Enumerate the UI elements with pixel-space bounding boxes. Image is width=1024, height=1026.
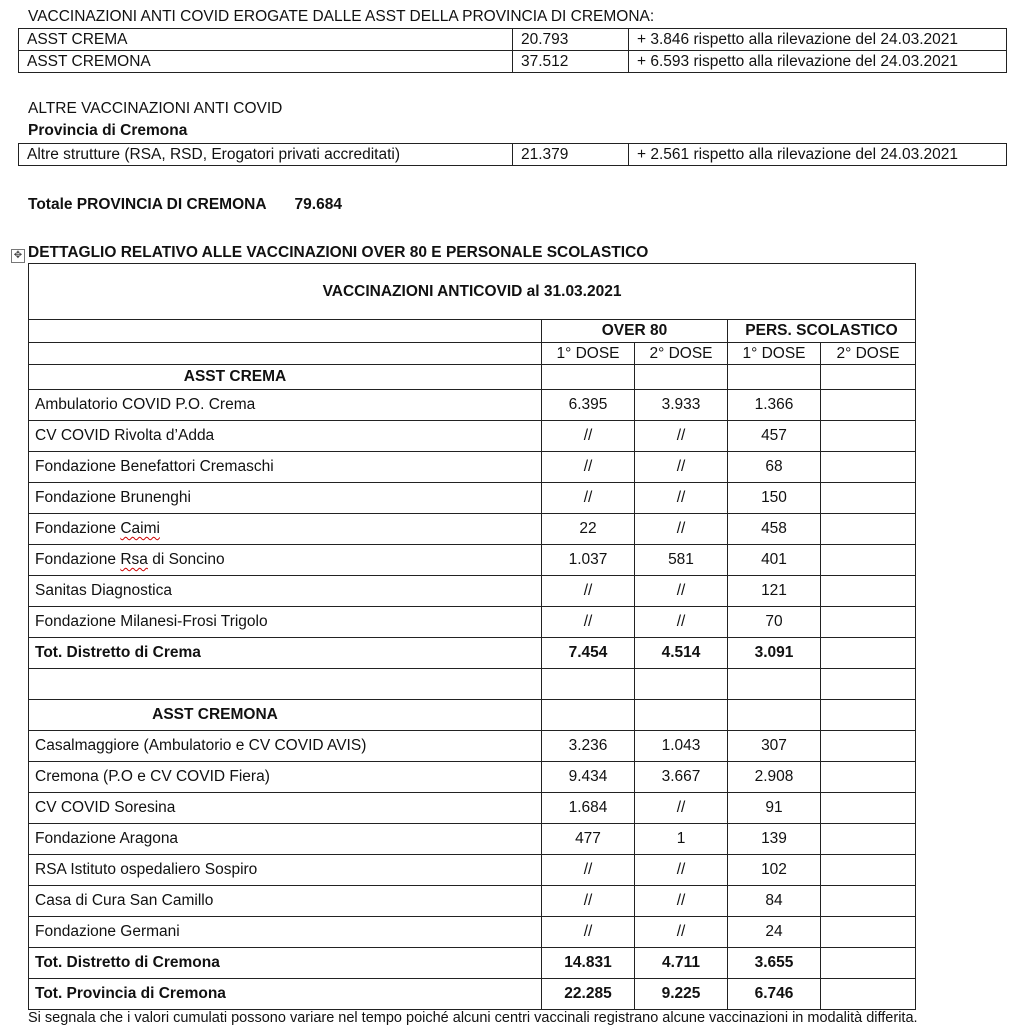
facility-name: Sanitas Diagnostica xyxy=(29,576,542,607)
vaccination-detail-table xyxy=(28,263,916,1010)
over80-dose1: 1.684 xyxy=(542,793,635,824)
table-row xyxy=(29,731,916,762)
over80-dose1: 6.395 xyxy=(542,390,635,421)
section-header-row xyxy=(29,365,916,390)
table-row xyxy=(19,144,1007,166)
over80-dose2: // xyxy=(635,514,728,545)
dose-2-header: 2° DOSE xyxy=(635,343,728,365)
facility-name: Ambulatorio COVID P.O. Crema xyxy=(29,390,542,421)
blank-cell xyxy=(29,343,542,365)
school-dose2 xyxy=(821,793,916,824)
over80-dose1: 1.037 xyxy=(542,545,635,576)
facility-name: Fondazione Brunenghi xyxy=(29,483,542,514)
spacer-row xyxy=(29,669,916,700)
school-dose1: 68 xyxy=(728,452,821,483)
facility-name: Casa di Cura San Camillo xyxy=(29,886,542,917)
school-dose1: 91 xyxy=(728,793,821,824)
table-row xyxy=(29,483,916,514)
school-dose2 xyxy=(821,576,916,607)
school-dose2 xyxy=(821,514,916,545)
blank-cell xyxy=(29,320,542,343)
school-dose2 xyxy=(821,607,916,638)
section-subtitle-province: Provincia di Cremona xyxy=(28,122,188,139)
table-row xyxy=(29,421,916,452)
other-name: Altre strutture (RSA, RSD, Erogatori privati accreditati) xyxy=(19,144,513,166)
over80-dose1: // xyxy=(542,855,635,886)
over80-dose2: // xyxy=(635,452,728,483)
over80-dose2: 3.667 xyxy=(635,762,728,793)
over80-dose2: 4.514 xyxy=(635,638,728,669)
asst-name: ASST CREMA xyxy=(19,29,513,51)
district-total-row xyxy=(29,948,916,979)
school-dose1: 1.366 xyxy=(728,390,821,421)
school-dose2 xyxy=(821,483,916,514)
over80-dose2: // xyxy=(635,607,728,638)
table-row xyxy=(29,886,916,917)
asst-cremona-header: ASST CREMONA xyxy=(29,700,542,731)
school-dose1: 102 xyxy=(728,855,821,886)
table-row xyxy=(29,514,916,545)
other-value: 21.379 xyxy=(513,144,629,166)
table-move-handle-icon[interactable]: ✥ xyxy=(11,249,25,263)
over80-dose1: // xyxy=(542,421,635,452)
over80-dose1: 477 xyxy=(542,824,635,855)
province-total xyxy=(28,196,342,214)
table-row xyxy=(29,824,916,855)
school-dose1: 70 xyxy=(728,607,821,638)
province-total-row xyxy=(29,979,916,1010)
group-school-staff: PERS. SCOLASTICO xyxy=(728,320,916,343)
school-dose1: 24 xyxy=(728,917,821,948)
facility-name: Fondazione Benefattori Cremaschi xyxy=(29,452,542,483)
over80-dose2: // xyxy=(635,855,728,886)
school-dose1: 3.655 xyxy=(728,948,821,979)
table-row xyxy=(19,29,1007,51)
spellcheck-flag: Rsa xyxy=(120,551,148,568)
over80-dose1: 22.285 xyxy=(542,979,635,1010)
table-row xyxy=(29,607,916,638)
facility-name: RSA Istituto ospedaliero Sospiro xyxy=(29,855,542,886)
school-dose1: 84 xyxy=(728,886,821,917)
facility-name: Fondazione Germani xyxy=(29,917,542,948)
over80-dose1: 7.454 xyxy=(542,638,635,669)
school-dose2 xyxy=(821,421,916,452)
over80-dose1: // xyxy=(542,917,635,948)
asst-delta: + 3.846 rispetto alla rilevazione del 24.03.2021 xyxy=(629,29,1007,51)
school-dose2 xyxy=(821,855,916,886)
table-row xyxy=(29,452,916,483)
school-dose2 xyxy=(821,452,916,483)
footnote: Si segnala che i valori cumulati possono variare nel tempo poiché alcuni centri vaccinali registrano alcune vaccinazioni in modalità differita. xyxy=(28,1010,918,1026)
school-dose2 xyxy=(821,638,916,669)
school-dose2 xyxy=(821,731,916,762)
school-dose2 xyxy=(821,390,916,421)
school-dose2 xyxy=(821,824,916,855)
spellcheck-flag: Caimi xyxy=(120,520,160,537)
over80-dose2: // xyxy=(635,483,728,514)
table-row xyxy=(29,545,916,576)
province-total-label: Totale PROVINCIA DI CREMONA xyxy=(28,196,267,213)
table-row xyxy=(29,762,916,793)
school-dose1: 307 xyxy=(728,731,821,762)
over80-dose2: // xyxy=(635,886,728,917)
over80-dose2: 1.043 xyxy=(635,731,728,762)
over80-dose2: 581 xyxy=(635,545,728,576)
table-row xyxy=(29,390,916,421)
school-dose2 xyxy=(821,545,916,576)
school-dose2 xyxy=(821,979,916,1010)
school-dose1: 150 xyxy=(728,483,821,514)
facility-name: Fondazione Rsa di Soncino xyxy=(29,545,542,576)
over80-dose2: 9.225 xyxy=(635,979,728,1010)
facility-name: Cremona (P.O e CV COVID Fiera) xyxy=(29,762,542,793)
over80-dose1: 22 xyxy=(542,514,635,545)
school-dose2 xyxy=(821,948,916,979)
table-row xyxy=(29,576,916,607)
asst-delta: + 6.593 rispetto alla rilevazione del 24.03.2021 xyxy=(629,51,1007,73)
dose-2-header: 2° DOSE xyxy=(821,343,916,365)
over80-dose2: // xyxy=(635,917,728,948)
over80-dose1: // xyxy=(542,886,635,917)
school-dose1: 2.908 xyxy=(728,762,821,793)
school-dose1: 121 xyxy=(728,576,821,607)
asst-value: 20.793 xyxy=(513,29,629,51)
facility-name: Fondazione Caimi xyxy=(29,514,542,545)
asst-summary-table xyxy=(18,28,1007,73)
table-title: VACCINAZIONI ANTICOVID al 31.03.2021 xyxy=(29,264,916,320)
detail-heading: DETTAGLIO RELATIVO ALLE VACCINAZIONI OVER 80 E PERSONALE SCOLASTICO xyxy=(28,244,649,261)
dose-1-header: 1° DOSE xyxy=(542,343,635,365)
table-row xyxy=(19,51,1007,73)
over80-dose2: 4.711 xyxy=(635,948,728,979)
section-header-row xyxy=(29,700,916,731)
facility-name: Fondazione Aragona xyxy=(29,824,542,855)
over80-dose2: // xyxy=(635,576,728,607)
over80-dose2: // xyxy=(635,793,728,824)
table-row xyxy=(29,855,916,886)
province-total-value: 79.684 xyxy=(294,196,342,213)
total-label: Tot. Distretto di Crema xyxy=(29,638,542,669)
over80-dose2: // xyxy=(635,421,728,452)
school-dose1: 457 xyxy=(728,421,821,452)
over80-dose1: // xyxy=(542,607,635,638)
school-dose2 xyxy=(821,762,916,793)
school-dose1: 139 xyxy=(728,824,821,855)
facility-name: Fondazione Milanesi-Frosi Trigolo xyxy=(29,607,542,638)
facility-name: CV COVID Rivolta d’Adda xyxy=(29,421,542,452)
other-structures-table xyxy=(18,143,1007,166)
school-dose1: 458 xyxy=(728,514,821,545)
over80-dose1: // xyxy=(542,452,635,483)
over80-dose2: 3.933 xyxy=(635,390,728,421)
school-dose1: 3.091 xyxy=(728,638,821,669)
facility-name: Casalmaggiore (Ambulatorio e CV COVID AVIS) xyxy=(29,731,542,762)
over80-dose1: // xyxy=(542,483,635,514)
group-over80: OVER 80 xyxy=(542,320,728,343)
dose-header-row xyxy=(29,343,916,365)
over80-dose1: 14.831 xyxy=(542,948,635,979)
asst-crema-header: ASST CREMA xyxy=(29,365,542,390)
table-row xyxy=(29,917,916,948)
section-title-asst: VACCINAZIONI ANTI COVID EROGATE DALLE ASST DELLA PROVINCIA DI CREMONA: xyxy=(28,8,655,25)
school-dose2 xyxy=(821,917,916,948)
table-title-row xyxy=(29,264,916,320)
asst-name: ASST CREMONA xyxy=(19,51,513,73)
asst-value: 37.512 xyxy=(513,51,629,73)
section-title-other: ALTRE VACCINAZIONI ANTI COVID xyxy=(28,100,283,117)
school-dose2 xyxy=(821,886,916,917)
table-row xyxy=(29,793,916,824)
district-total-row xyxy=(29,638,916,669)
school-dose1: 6.746 xyxy=(728,979,821,1010)
over80-dose1: // xyxy=(542,576,635,607)
over80-dose2: 1 xyxy=(635,824,728,855)
total-label: Tot. Provincia di Cremona xyxy=(29,979,542,1010)
over80-dose1: 9.434 xyxy=(542,762,635,793)
facility-name: CV COVID Soresina xyxy=(29,793,542,824)
over80-dose1: 3.236 xyxy=(542,731,635,762)
group-header-row xyxy=(29,320,916,343)
other-delta: + 2.561 rispetto alla rilevazione del 24.03.2021 xyxy=(629,144,1007,166)
total-label: Tot. Distretto di Cremona xyxy=(29,948,542,979)
school-dose1: 401 xyxy=(728,545,821,576)
dose-1-header: 1° DOSE xyxy=(728,343,821,365)
